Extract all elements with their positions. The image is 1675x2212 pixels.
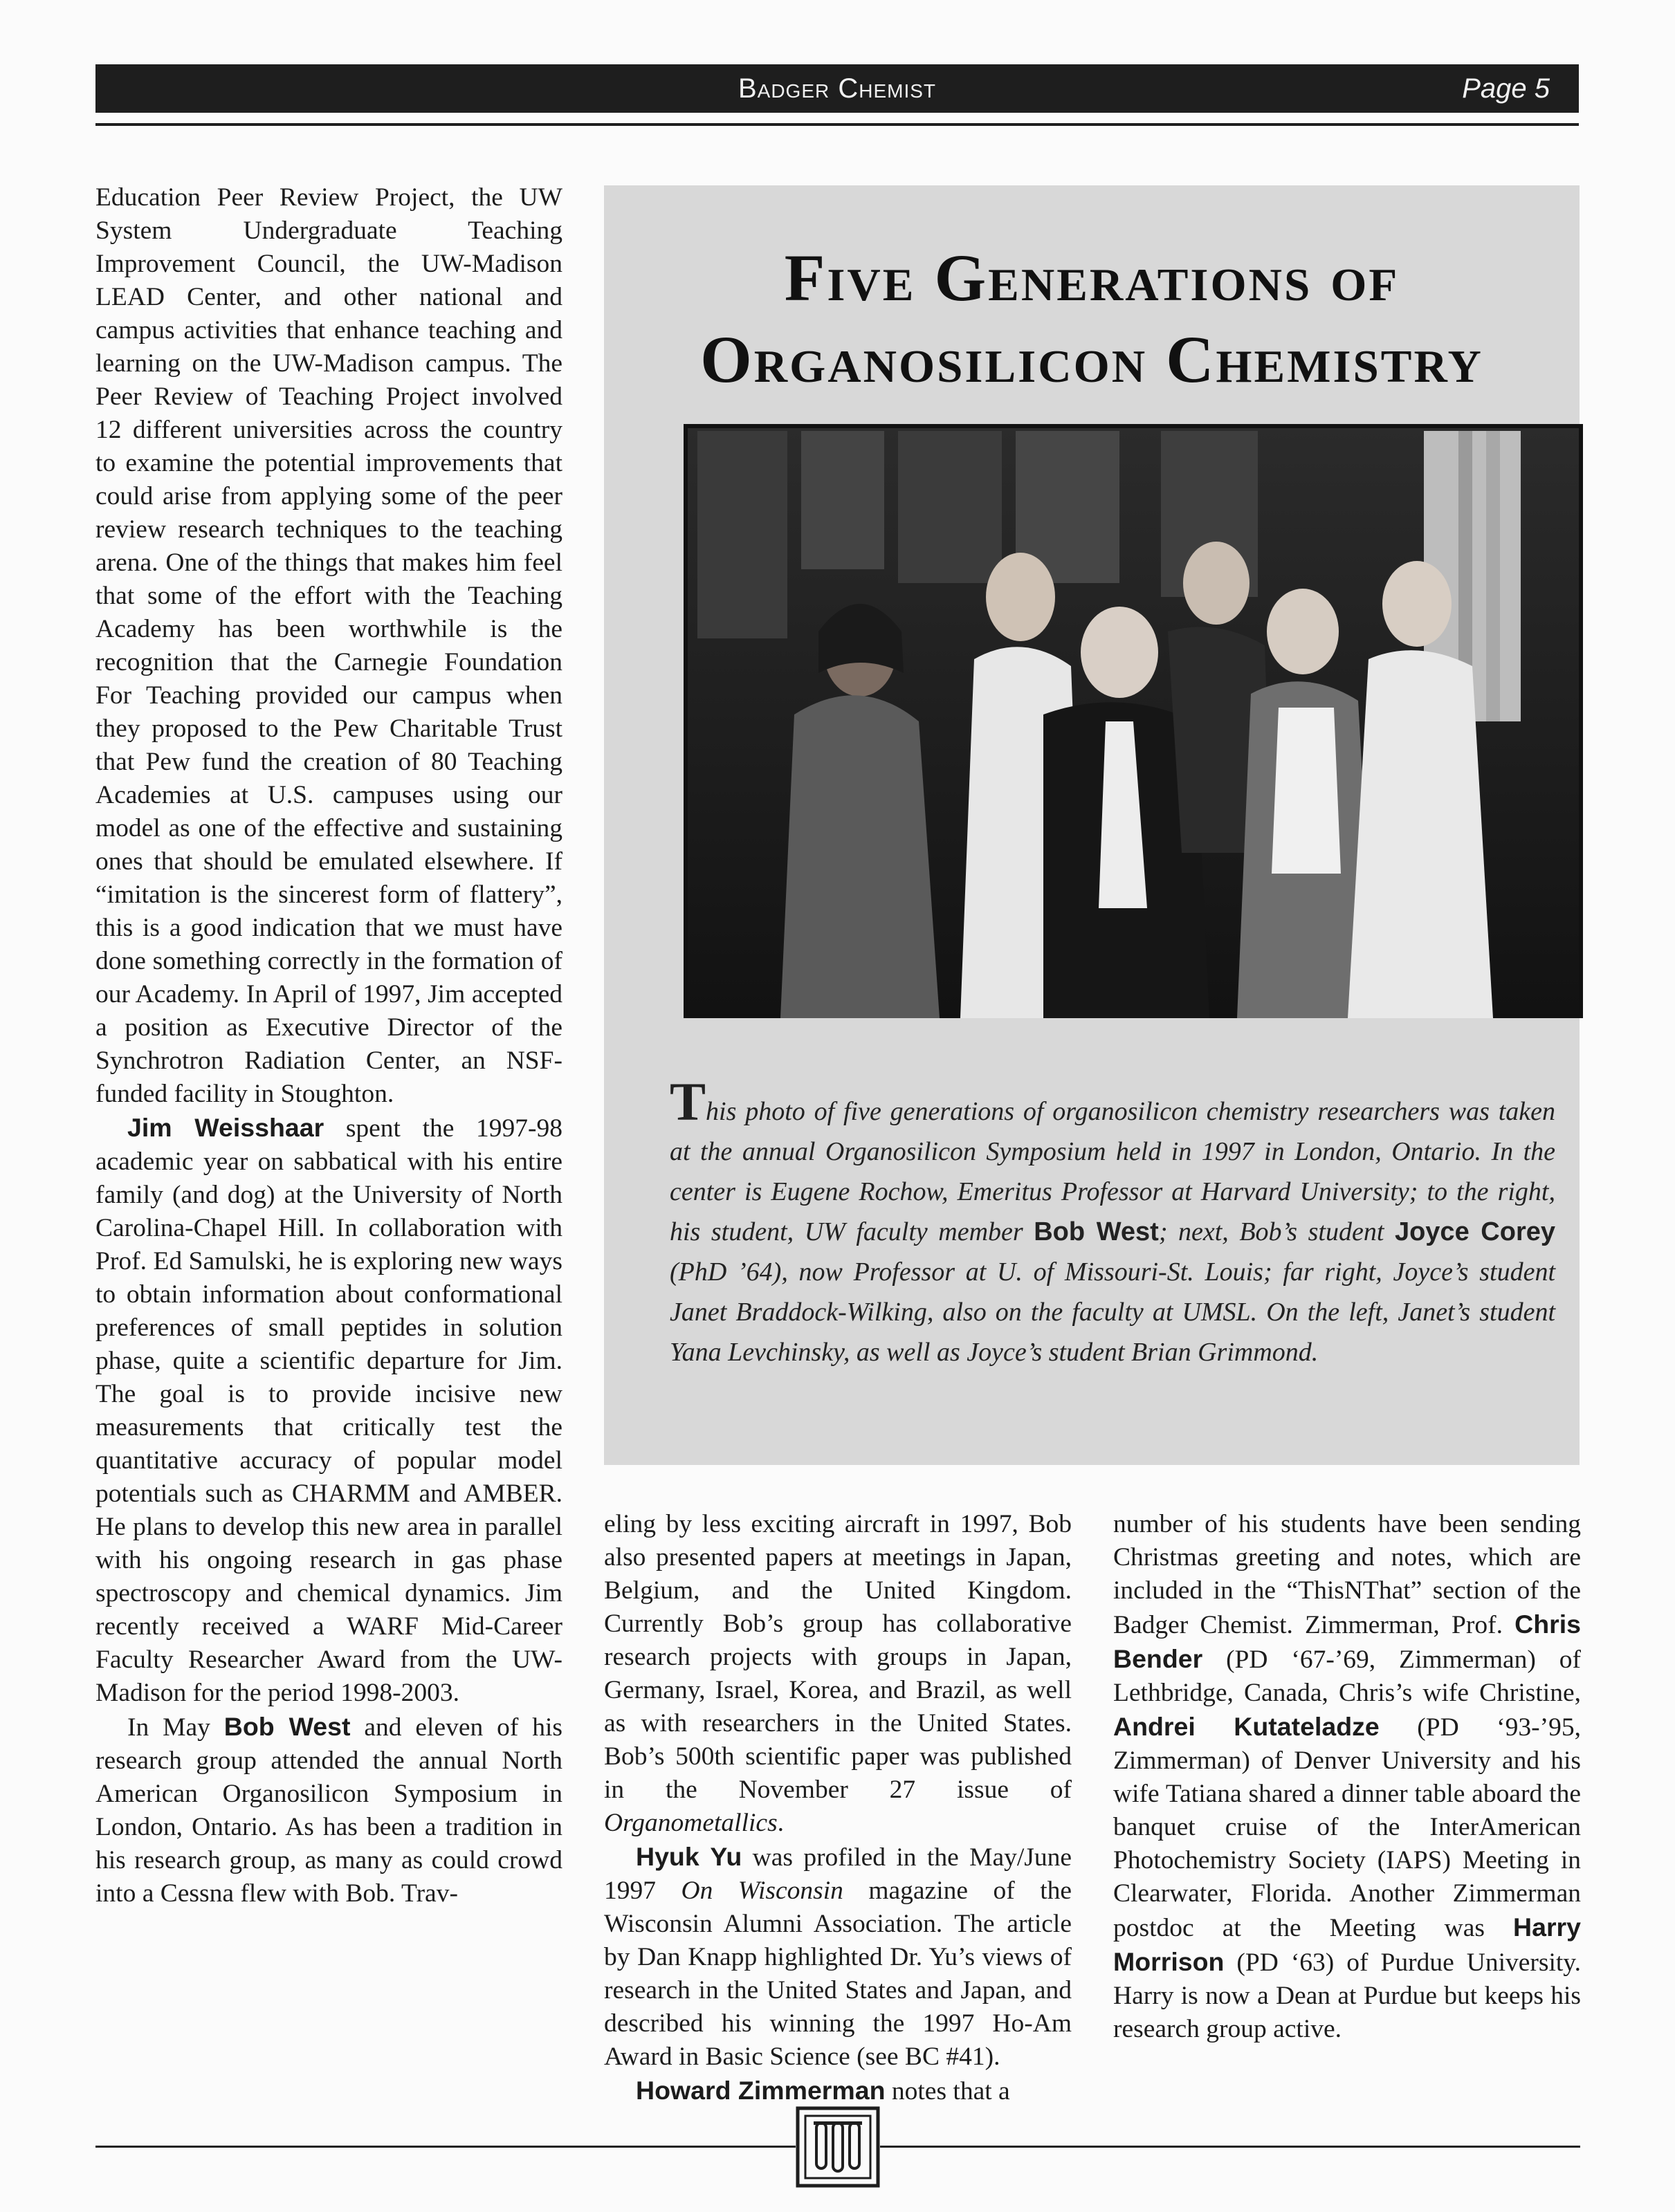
person-name: Jim Weisshaar — [127, 1113, 324, 1142]
right-column — [1113, 1508, 1581, 2046]
person-name: Andrei Kutateladze — [1113, 1712, 1380, 1741]
paragraph: Jim Weisshaar spent the 1997-98 academic year on sabbatical with his entire family (and dog) at the University of North Carolina-Chapel Hill. In collaboration with Prof. Ed Samulski, he is exploring new ways to obtain information about conformational preferences of small peptides in solution phase, quite a scientific departure for Jim. The goal is to provide incisive new measurements that critically test the quantitative accuracy of popular model potentials such as CHARMM and AMBER. He plans to develop this new area in parallel with his ongoing research in gas phase spectroscopy and chemical dynamics. Jim recently received a WARF Mid-Career Faculty Researcher Award from the UW-Madison for the period 1998-2003. — [95, 1113, 563, 1707]
test-tubes-logo-icon — [796, 2106, 880, 2188]
person-name: Howard Zimmerman — [636, 2076, 886, 2105]
person-name: Hyuk Yu — [636, 1842, 742, 1871]
person-name: Bob West — [223, 1712, 351, 1741]
person-name: Bob West — [1034, 1217, 1159, 1246]
page-number: Page 5 — [1462, 73, 1550, 104]
group-photo-image — [684, 424, 1583, 1018]
paragraph: number of his students have been sending Christmas greeting and notes, which are included in the “ThisNThat” section of the Badger Chemist. Zimmerman, Prof. Chris Bender (PD ‘67-’69, Zimmerman) of Lethbridge, Canada, Chris’s wife Christine, Andrei Kutateladze (PD ‘93-’95, Zimmerman) of Denver University and his wife Tatiana shared a dinner table aboard the banquet cruise of the InterAmerican Photochemistry Society (IAPS) Meeting in Clearwater, Florida. Another Zimmerman postdoc at the Meeting was Harry Morrison (PD ‘63) of Purdue University. Harry is now a Dean at Purdue but keeps his research group active. — [1113, 1510, 1581, 2043]
photo-caption: This photo of five generations of organosilicon chemistry researchers was taken at the annual Organosilicon Symposium held in 1997 in London, Ontario. In the center is Eugene Rochow, Emeritus Professor at Harvard University; to the right, his student, UW faculty member Bob West; next, Bob’s student Joyce Corey (PhD ’64), now Professor at U. of Missouri-St. Louis; far right, Joyce’s student Janet Braddock-Wilking, also on the faculty at UMSL. On the left, Janet’s student Yana Levchinsky, as well as Joyce’s student Brian Grimmond. — [670, 1071, 1556, 1367]
drop-cap: T — [670, 1071, 706, 1132]
header-rule — [95, 123, 1579, 126]
feature-box — [604, 185, 1580, 1465]
left-column — [95, 181, 562, 1910]
footer-rule — [95, 2146, 796, 2148]
middle-column — [604, 1508, 1072, 2108]
feature-title: Five Generations of Organosilicon Chemistry — [700, 241, 1483, 396]
page-header-bar — [95, 64, 1579, 113]
person-name: Joyce Corey — [1394, 1217, 1556, 1246]
publication-title: Badger Chemist — [738, 73, 937, 104]
person-name: Harry Morrison — [1113, 1913, 1581, 1976]
paragraph: Howard Zimmerman notes that a — [636, 2076, 1010, 2105]
paragraph: Education Peer Review Project, the UW System Undergraduate Teaching Improvement Council, the UW-Madison LEAD Center, and other national and campus activities that enhance teaching and learning on the UW-Madison campus. The Peer Review of Teaching Project involved 12 different universities across the country to examine the potential improvements that could arise from applying some of the peer review research techniques to the teaching arena. One of the things that makes him feel that some of the effort with the Teaching Academy has been worthwhile is the recognition that the Carnegie Foundation For Teaching provided our campus when they proposed to the Pew Charitable Trust that Pew fund the creation of 80 Teaching Academies at U.S. campuses using our model as one of the effective and sustaining ones that should be emulated elsewhere. If “imitation is the sincerest form of flattery”, this is a good indication that we must have done something correctly in the formation of our Academy. In April of 1997, Jim accepted a position as Executive Director of the Synchrotron Radiation Center, an NSF-funded facility in Stoughton. — [95, 183, 562, 1108]
group-photo — [684, 424, 1583, 1018]
paragraph: In May Bob West and eleven of his research group attended the annual North American Organosilicon Symposium in London, Ontario. As has been a tradition in his research group, as many as could crowd into a Cessna flew with Bob. Trav- — [95, 1712, 562, 1908]
footer-rule — [880, 2146, 1580, 2148]
person-name: Chris Bender — [1113, 1610, 1581, 1673]
paragraph: eling by less exciting aircraft in 1997, Bob also presented papers at meetings in Japan, Belgium, and the United Kingdom. Currently Bob’s group has collaborative research projects with groups in Japan, Germany, Israel, Korea, and Brazil, as well as with researchers in the United States. Bob’s 500th scientific paper was published in the November 27 issue of Organometallics. — [604, 1510, 1072, 1837]
paragraph: Hyuk Yu was profiled in the May/June 1997 On Wisconsin magazine of the Wisconsin Alumni Association. The article by Dan Knapp highlighted Dr. Yu’s views of research in the United States and Japan, and described his winning the 1997 Ho-Am Award in Basic Science (see BC #41). — [604, 1842, 1072, 2071]
